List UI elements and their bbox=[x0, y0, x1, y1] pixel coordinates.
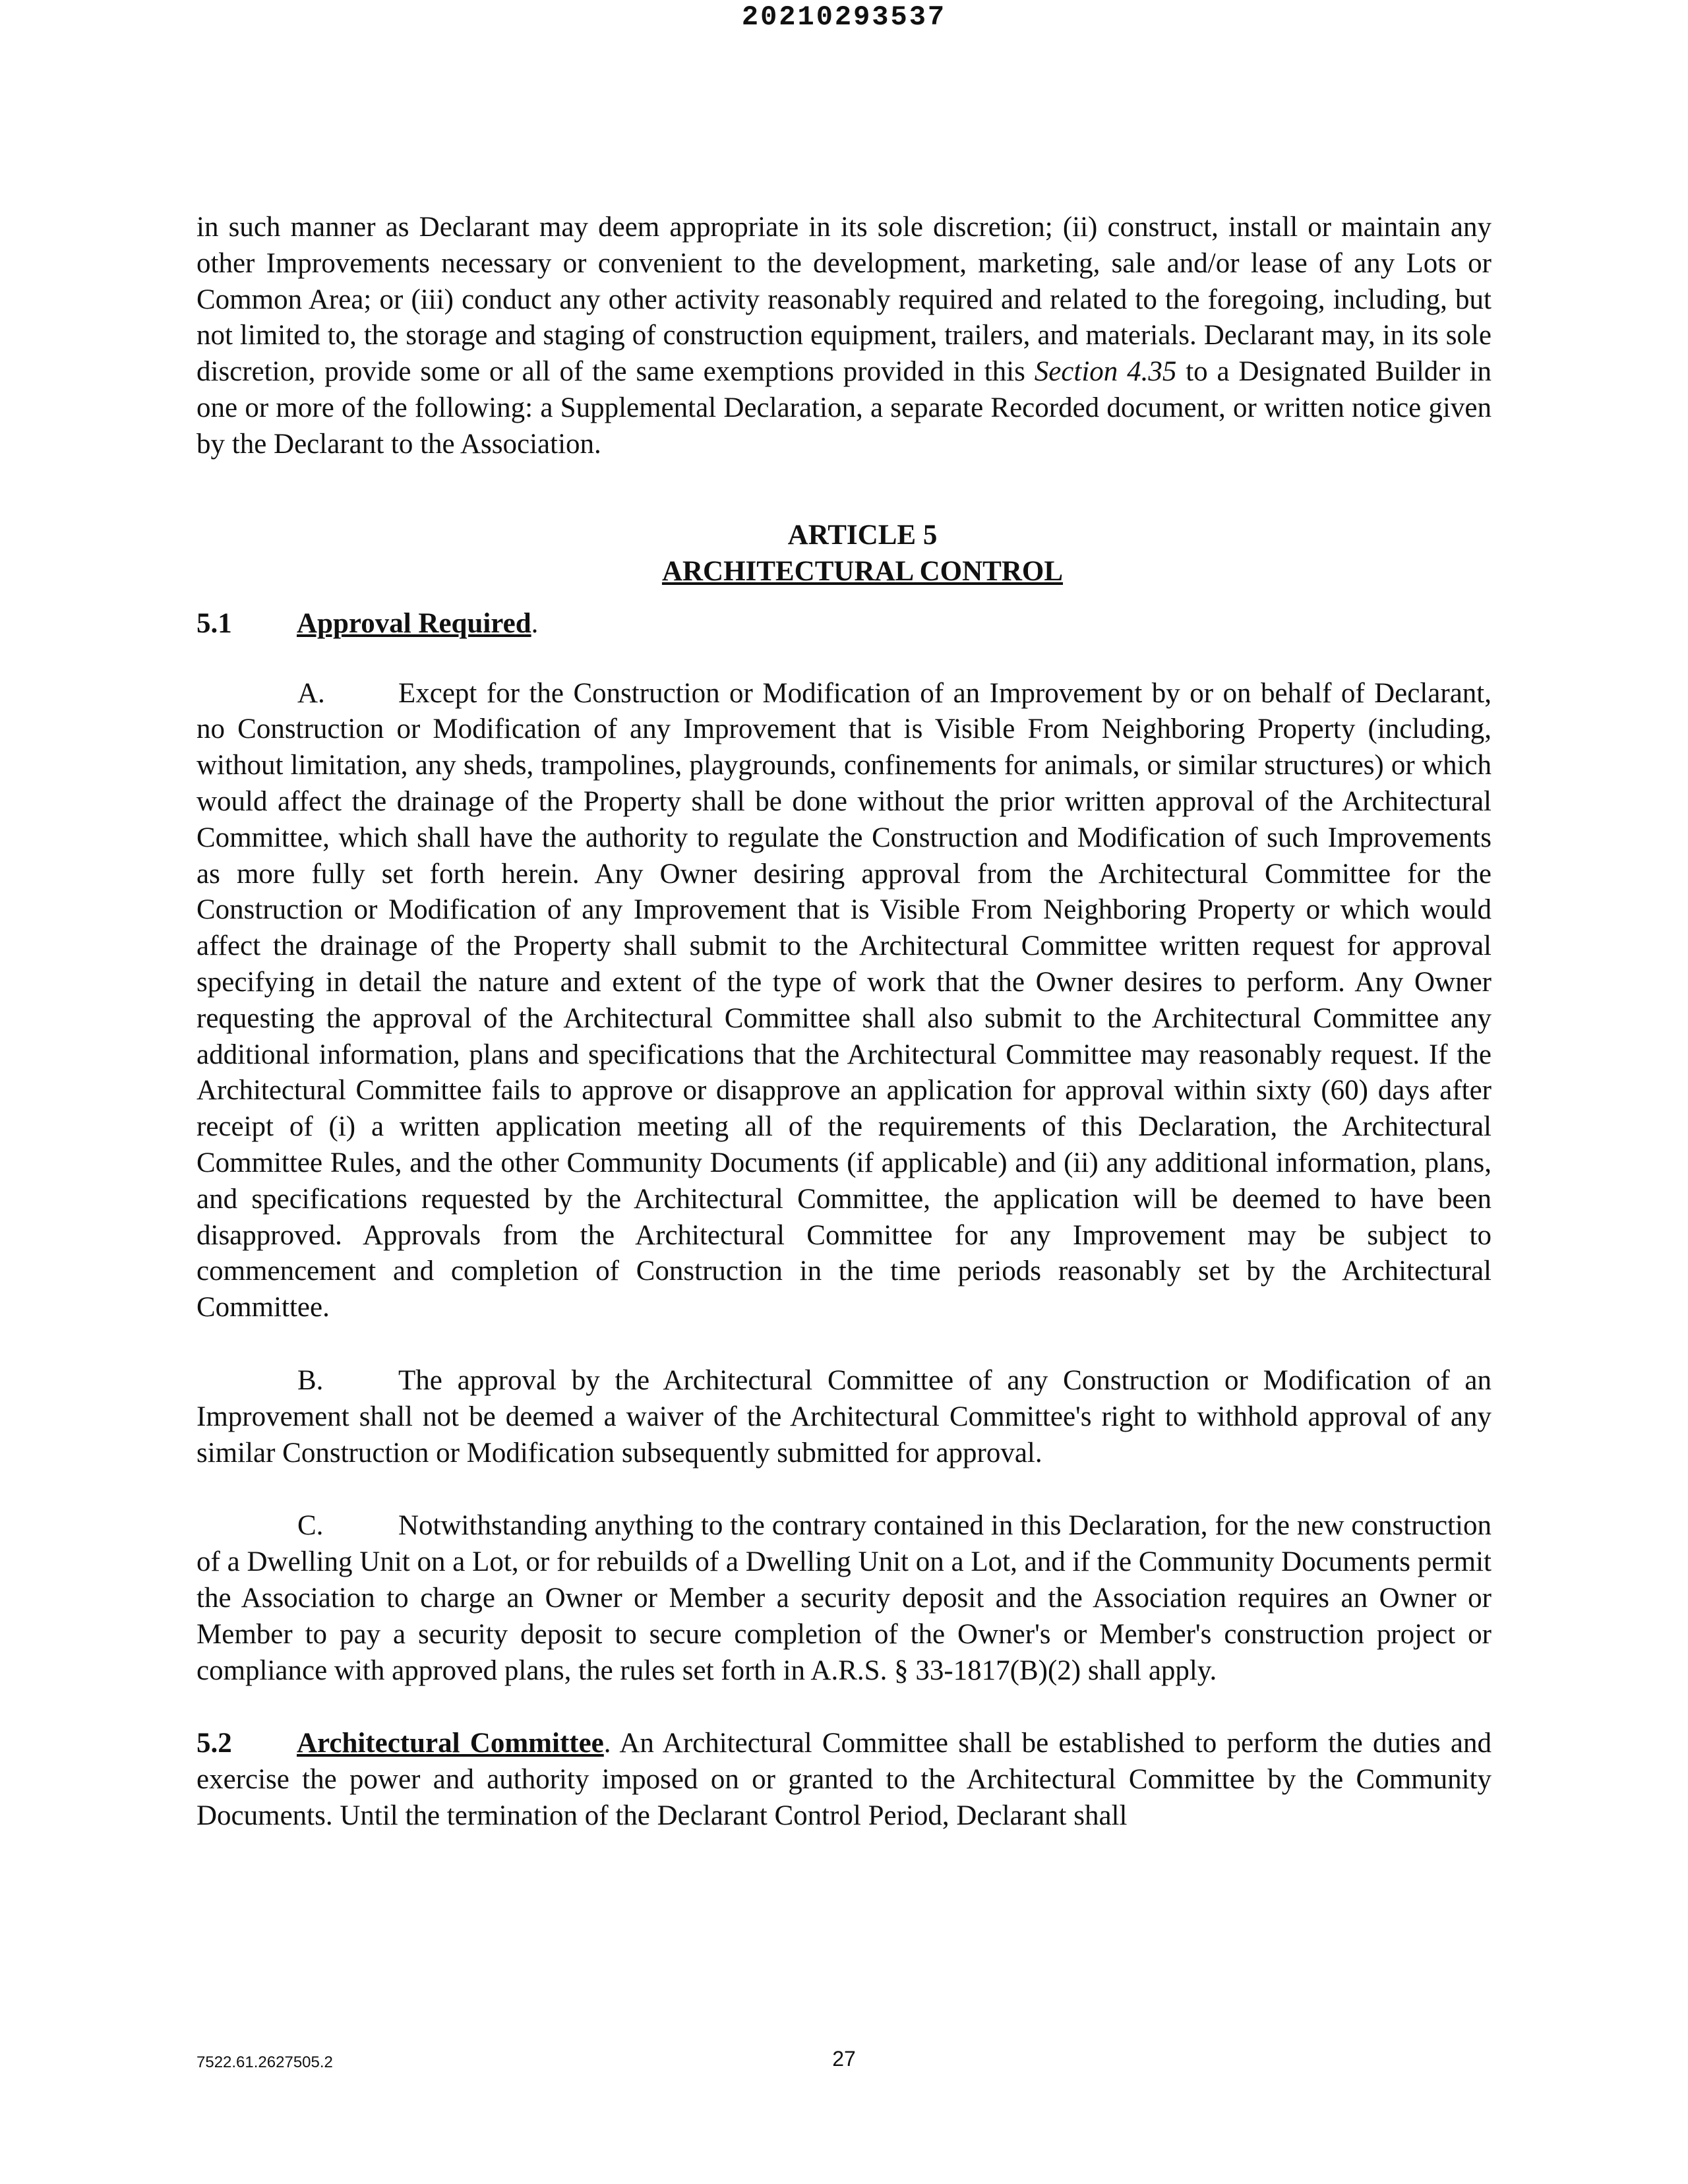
subsection-b-text: The approval by the Architectural Committee of any Construction or Modification of an Improvement shall not be deemed a waiver of the Architectural Committee's right to withhold approval of any similar Construction or Modification subsequently submitted for approval. bbox=[196, 1364, 1492, 1469]
continuation-paragraph bbox=[196, 210, 1492, 463]
recording-number: 20210293537 bbox=[741, 1, 947, 33]
section-5-1-number: 5.1 bbox=[196, 607, 232, 639]
continuation-text-after: to a Designated Builder in one or more of the following: a Supplemental Declaration, a separate Recorded document, or written notice given by the Declarant to the Association. bbox=[196, 356, 1492, 460]
section-5-1-heading bbox=[196, 605, 1492, 642]
section-5-2-title: Architectural Committee bbox=[297, 1728, 604, 1759]
article-number: ARTICLE 5 bbox=[787, 519, 938, 551]
subsection-b-letter: B. bbox=[297, 1364, 324, 1396]
subsection-b bbox=[196, 1363, 1492, 1471]
subsection-c-letter: C. bbox=[297, 1510, 324, 1542]
section-5-1-title: Approval Required bbox=[297, 607, 531, 639]
page-number: 27 bbox=[832, 2047, 856, 2071]
article-heading bbox=[196, 517, 1492, 590]
subsection-a-text: Except for the Construction or Modification of an Improvement by or on behalf of Declarant, no Construction or Modification of any Improvement that is Visible From Neighboring Property (including, without limitation, any sheds, trampolines, playgrounds, confinements for animals, or similar structures) or which would affect the drainage of the Property shall be done without the prior written approval of the Architectural Committee, which shall have the authority to regulate the Construction and Modification of such Improvements as more fully set forth herein. Any Owner desiring approval from the Architectural Committee for the Construction or Modification of any Improvement that is Visible From Neighboring Property or which would affect the drainage of the Property shall submit to the Architectural Committee written request for approval specifying in detail the nature and extent of the type of work that the Owner desires to perform. Any Owner requesting the approval of the Architectural Committee shall also submit to the Architectural Committee any additional information, plans and specifications that the Architectural Committee may reasonably request. If the Architectural Committee fails to approve or disapprove an application for approval within sixty (60) days after receipt of (i) a written application meeting all of the requirements of this Declaration, the Architectural Committee Rules, and the other Community Documents (if applicable) and (ii) any additional information, plans, and specifications requested by the Architectural Committee, the application will be deemed to have been disapproved. Approvals from the Architectural Committee for any Improvement may be subject to commencement and completion of Construction in the time periods reasonably set by the Architectural Committee. bbox=[196, 677, 1492, 1323]
footer-doc-id: 7522.61.2627505.2 bbox=[196, 2053, 333, 2071]
section-5-2-number: 5.2 bbox=[196, 1728, 232, 1759]
subsection-c-text: Notwithstanding anything to the contrary contained in this Declaration, for the new construction of a Dwelling Unit on a Lot, or for rebuilds of a Dwelling Unit on a Lot, and if the Community Documents permit the Association to charge an Owner or Member a security deposit and the Association requires an Owner or Member to pay a security deposit to secure completion of the Owner's or Member's construction project or compliance with approved plans, the rules set forth in A.R.S. § 33-1817(B)(2) shall apply. bbox=[196, 1510, 1492, 1686]
section-5-2-text: . An Architectural Committee shall be established to perform the duties and exercise the power and authority imposed on or granted to the Architectural Committee by the Community Documents. Until the termination of the Declarant Control Period, Declarant shall bbox=[196, 1728, 1492, 1831]
subsection-a-letter: A. bbox=[297, 677, 325, 709]
subsection-c bbox=[196, 1508, 1492, 1689]
subsection-a bbox=[196, 676, 1492, 1326]
section-5-2-paragraph bbox=[196, 1726, 1492, 1834]
article-title: ARCHITECTURAL CONTROL bbox=[661, 555, 1064, 587]
section-5-1-title-suffix: . bbox=[531, 607, 539, 639]
continuation-text-before: in such manner as Declarant may deem appropriate in its sole discretion; (ii) construct, install or maintain any other Improvements necessary or convenient to the development, marketing, sale and/or lease of any Lots or Common Area; or (iii) conduct any other activity reasonably required and related to the foregoing, including, but not limited to, the storage and staging of construction equipment, trailers, and materials. Declarant may, in its sole discretion, provide some or all of the same exemptions provided in this bbox=[196, 212, 1492, 388]
section-reference: Section 4.35 bbox=[1034, 356, 1177, 388]
document-body bbox=[196, 210, 1492, 1835]
